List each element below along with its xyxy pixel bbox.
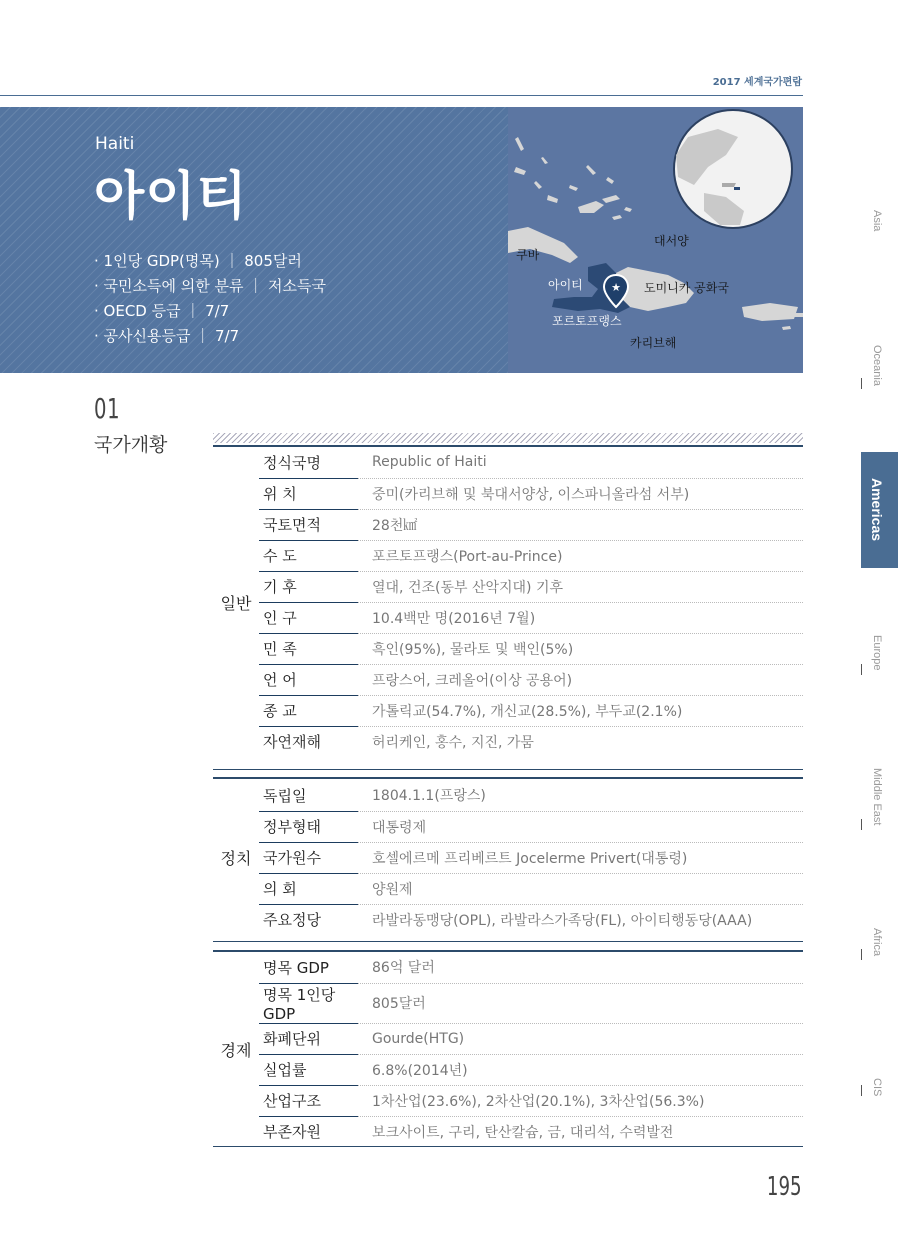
row-key: 국가원수 [259,842,358,873]
location-map [508,107,803,373]
table-row [213,983,803,1023]
row-value: 허리케인, 홍수, 지진, 가뭄 [372,734,534,751]
row-value: 28천㎢ [358,509,803,540]
row-key: 실업률 [259,1054,358,1085]
row-value: 10.4백만 명(2016년 7월) [358,602,803,633]
row-key: 독립일 [259,780,358,811]
section-title: 국가개황 [94,434,168,456]
row-value: 805달러 [358,983,803,1023]
table-row [213,842,803,873]
row-value: 1차산업(23.6%), 2차산업(20.1%), 3차산업(56.3%) [358,1085,803,1116]
table-row [213,1054,803,1085]
row-key: 민 족 [259,633,358,664]
row-key: 자연재해 [263,733,321,752]
table-row [213,904,803,935]
row-key: 화폐단위 [259,1023,358,1054]
map-label-cuba: 쿠바 [516,248,540,262]
group-bottom-rule [213,769,803,770]
table-row [213,1023,803,1054]
row-key: 언 어 [259,664,358,695]
table-row [213,664,803,695]
map-label-caribbean: 카리브해 [630,336,677,350]
row-value: Republic of Haiti [358,447,803,478]
table-row [213,873,803,904]
table-row [213,633,803,664]
row-key: 수 도 [259,540,358,571]
table-row [213,1116,803,1147]
globe-inset [674,110,792,228]
row-key: 기 후 [259,571,358,602]
section-divider [213,433,803,443]
table-row [213,780,803,811]
table-row [213,447,803,478]
row-key: 종 교 [259,695,358,726]
map-label-dominican: 도미니카 공화국 [644,281,729,295]
table-row [213,509,803,540]
table-row [213,1085,803,1116]
row-key: 부존자원 [263,1123,321,1142]
row-value: 86억 달러 [358,952,803,983]
row-key: 인 구 [259,602,358,633]
table-row [213,602,803,633]
row-value: 1804.1.1(프랑스) [358,780,803,811]
side-tab-europe[interactable]: Europe [861,635,898,675]
table-row [213,571,803,602]
row-key: 의 회 [259,873,358,904]
country-name-ko: 아이티 [94,167,248,227]
category-label: 일반 [220,593,252,613]
side-tab-americas[interactable]: Americas [861,452,898,568]
key-facts [94,249,326,349]
row-value: 보크사이트, 구리, 탄산칼슘, 금, 대리석, 수력발전 [372,1124,674,1141]
row-key: 명목 GDP [259,952,358,983]
side-tab-middle-east[interactable]: Middle East [861,768,898,830]
tab-tick [861,378,862,389]
fact-gdp: · 1인당 GDP(명목) ｜ 805달러 [94,252,302,270]
row-key: 주요정당 [263,911,321,930]
category-label: 경제 [220,1041,252,1060]
row-value: 대통령제 [358,811,803,842]
map-label-atlantic: 대서양 [654,234,689,248]
row-value: 라발라동맹당(OPL), 라발라스가족당(FL), 아이티행동당(AAA) [372,912,753,929]
row-key: 정식국명 [259,447,358,478]
tab-tick [861,664,862,675]
row-key: 산업구조 [259,1085,358,1116]
side-tab-asia[interactable]: Asia [871,210,883,232]
map-label-haiti: 아이티 [548,278,583,292]
table-row [213,695,803,726]
table-row [213,540,803,571]
row-value: 6.8%(2014년) [358,1054,803,1085]
row-key: 정부형태 [259,811,358,842]
row-value: 중미(카리브해 및 북대서양상, 이스파니올라섬 서부) [358,478,803,509]
table-row [213,811,803,842]
side-tab-oceania[interactable]: Oceania [861,345,898,389]
group-bottom-rule [213,941,803,942]
header-rule [0,95,803,96]
row-value: 프랑스어, 크레올어(이상 공용어) [358,664,803,695]
row-value: 가톨릭교(54.7%), 개신교(28.5%), 부두교(2.1%) [358,695,803,726]
fact-oecd: · OECD 등급 ｜ 7/7 [94,302,230,320]
row-key: 국토면적 [259,509,358,540]
side-tab-cis[interactable]: CIS [861,1078,898,1096]
side-tab-africa[interactable]: Africa [861,928,898,960]
table-row [213,478,803,509]
page-number: 195 [767,1172,802,1202]
row-value: 호셀에르메 프리베르트 Jocelerme Privert(대통령) [358,842,803,873]
fact-income-class: · 국민소득에 의한 분류 ｜ 저소득국 [94,277,326,295]
info-table-general [213,447,803,757]
table-row [213,952,803,983]
group-top-rule [213,777,803,779]
row-value: 열대, 건조(동부 산악지대) 기후 [358,571,803,602]
tab-tick [861,1085,862,1096]
row-value: 양원제 [358,873,803,904]
fact-credit: · 공사신용등급 ｜ 7/7 [94,327,240,345]
info-table-politics [213,780,803,935]
book-title: 2017 세계국가편람 [712,77,802,88]
country-name-en: Haiti [95,134,135,154]
section-number: 01 [94,392,121,425]
tab-tick [861,949,862,960]
table-row [213,726,803,757]
row-value: Gourde(HTG) [358,1023,803,1054]
group-bottom-rule [213,1146,803,1147]
svg-text:★: ★ [611,281,621,294]
info-table-economy [213,952,803,1147]
row-key: 위 치 [259,478,358,509]
row-key: 명목 1인당 GDP [259,983,358,1023]
row-value: 흑인(95%), 물라토 및 백인(5%) [358,633,803,664]
tab-tick [861,819,862,830]
map-label-capital: 포르토프랭스 [552,314,622,328]
row-value: 포르토프랭스(Port-au-Prince) [358,540,803,571]
category-label: 정치 [220,849,252,868]
